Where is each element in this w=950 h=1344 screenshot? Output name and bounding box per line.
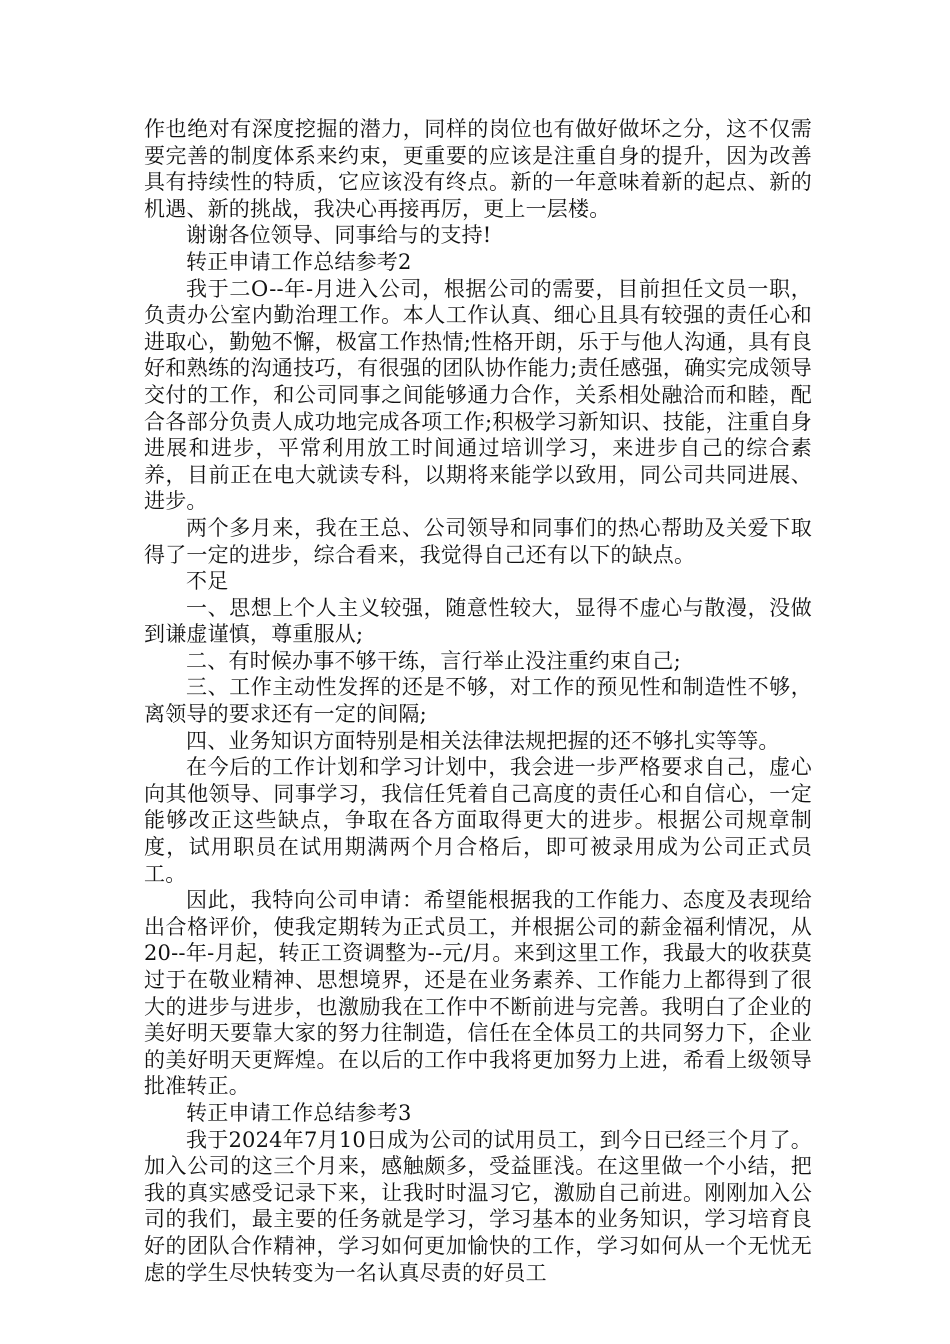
paragraph: 两个多月来，我在王总、公司领导和同事们的热心帮助及关爱下取得了一定的进步，综合看来，我觉得自己还有以下的缺点。 bbox=[144, 515, 812, 567]
paragraph: 我于二O--年-月进入公司，根据公司的需要，目前担任文员一职，负责办公室内勤治理工作。本人工作认真、细心且具有较强的责任心和进取心，勤勉不懈，极富工作热情;性格开朗，乐于与他人沟通，具有良好和熟练的沟通技巧，有很强的团队协作能力;责任感强，确实完成领导交付的工作，和公司同事之间能够通力合作，关系相处融洽而和睦，配合各部分负责人成功地完成各项工作;积极学习新知识、技能，注重自身进展和进步，平常利用放工时间通过培训学习，来进步自己的综合素养，目前正在电大就读专科，以期将来能学以致用，同公司共同进展、进步。 bbox=[144, 276, 812, 514]
paragraph: 在今后的工作计划和学习计划中，我会进一步严格要求自己，虚心向其他领导、同事学习，我信任凭着自己高度的责任心和自信心，一定能够改正这些缺点，争取在各方面取得更大的进步。根据公司规章制度，试用职员在试用期满两个月合格后，即可被录用成为公司正式员工。 bbox=[144, 755, 812, 886]
document-body bbox=[144, 116, 812, 1286]
paragraph: 因此，我特向公司申请：希望能根据我的工作能力、态度及表现给出合格评价，使我定期转为正式员工，并根据公司的薪金福利情况，从20--年-月起，转正工资调整为--元/月。来到这里工作，我最大的收获莫过于在敬业精神、思想境界，还是在业务素养、工作能力上都得到了很大的进步与进步，也激励我在工作中不断前进与完善。我明白了企业的美好明天要靠大家的努力往制造，信任在全体员工的共同努力下，企业的美好明天更辉煌。在以后的工作中我将更加努力上进，希看上级领导批准转正。 bbox=[144, 888, 812, 1099]
list-item: 四、业务知识方面特别是相关法律法规把握的还不够扎实等等。 bbox=[186, 728, 780, 753]
paragraph: 我于2024年7月10日成为公司的试用员工，到今日已经三个月了。加入公司的这三个月来，感触颇多，受益匪浅。在这里做一个小结，把我的真实感受记录下来，让我时时温习它，激励自己前进。刚刚加入公司的我们，最主要的任务就是学习，学习基本的业务知识，学习培育良好的团队合作精神，学习如何更加愉快的工作，学习如何从一个无忧无虑的学生尽快转变为一名认真尽责的好员工 bbox=[144, 1127, 812, 1285]
section-heading: 转正申请工作总结参考3 bbox=[186, 1100, 412, 1125]
section-heading: 转正申请工作总结参考2 bbox=[186, 249, 412, 274]
list-item: 一、思想上个人主义较强，随意性较大，显得不虚心与散漫，没做到谦虚谨慎，尊重服从; bbox=[144, 595, 812, 647]
list-item: 二、有时候办事不够干练，言行举止没注重约束自己; bbox=[186, 648, 681, 673]
list-item: 三、工作主动性发挥的还是不够，对工作的预见性和制造性不够，离领导的要求还有一定的间隔; bbox=[144, 675, 812, 727]
paragraph: 不足 bbox=[186, 569, 229, 594]
paragraph: 作也绝对有深度挖掘的潜力，同样的岗位也有做好做坏之分，这不仅需要完善的制度体系来约束，更重要的应该是注重自身的提升，因为改善具有持续性的特质，它应该没有终点。新的一年意味着新的起点、新的机遇、新的挑战，我决心再接再厉，更上一层楼。 bbox=[144, 117, 812, 221]
paragraph: 谢谢各位领导、同事给与的支持! bbox=[186, 223, 492, 248]
